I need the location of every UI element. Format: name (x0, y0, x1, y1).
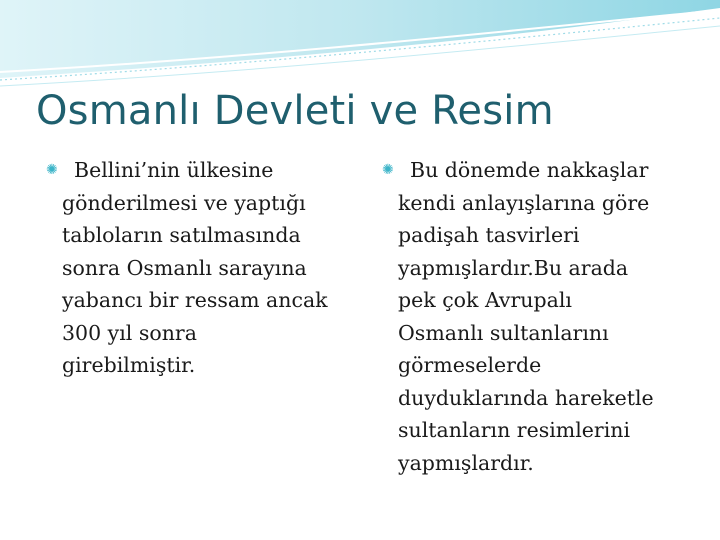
paragraph-line: yapmışlardır.Bu arada (398, 255, 629, 280)
paragraph-line: sonra Osmanlı sarayına (62, 255, 307, 280)
paragraph-line: duyduklarında hareketle (398, 385, 654, 410)
sunburst-bullet-icon: ✺ (382, 162, 394, 178)
paragraph-line: yabancı bir ressam ancak (62, 288, 328, 312)
slide-title: Osmanlı Devleti ve Resim (36, 88, 554, 134)
paragraph-line: 300 yıl sonra (62, 320, 197, 345)
paragraph-line: padişah tasvirleri (398, 223, 580, 247)
right-bullet-paragraph (372, 154, 692, 479)
left-column (36, 154, 356, 382)
paragraph-line: Bellini’nin ülkesine (74, 158, 274, 182)
header-wave-decoration (0, 0, 720, 95)
paragraph-line: görmeselerde (398, 353, 542, 377)
paragraph-line: gönderilmesi ve yaptığı (62, 190, 306, 215)
paragraph-line: girebilmiştir. (62, 353, 196, 377)
sunburst-bullet-icon: ✺ (46, 162, 58, 178)
left-bullet-paragraph (36, 154, 356, 382)
paragraph-line: yapmışlardır. (398, 450, 534, 475)
paragraph-line: Osmanlı sultanlarını (398, 320, 609, 345)
paragraph-line: tabloların satılmasında (62, 223, 301, 247)
paragraph-line: Bu dönemde nakkaşlar (410, 158, 649, 182)
paragraph-line: pek çok Avrupalı (398, 288, 572, 312)
paragraph-line: kendi anlayışlarına göre (398, 190, 650, 215)
paragraph-line: sultanların resimlerini (398, 418, 631, 442)
right-column (372, 154, 692, 479)
